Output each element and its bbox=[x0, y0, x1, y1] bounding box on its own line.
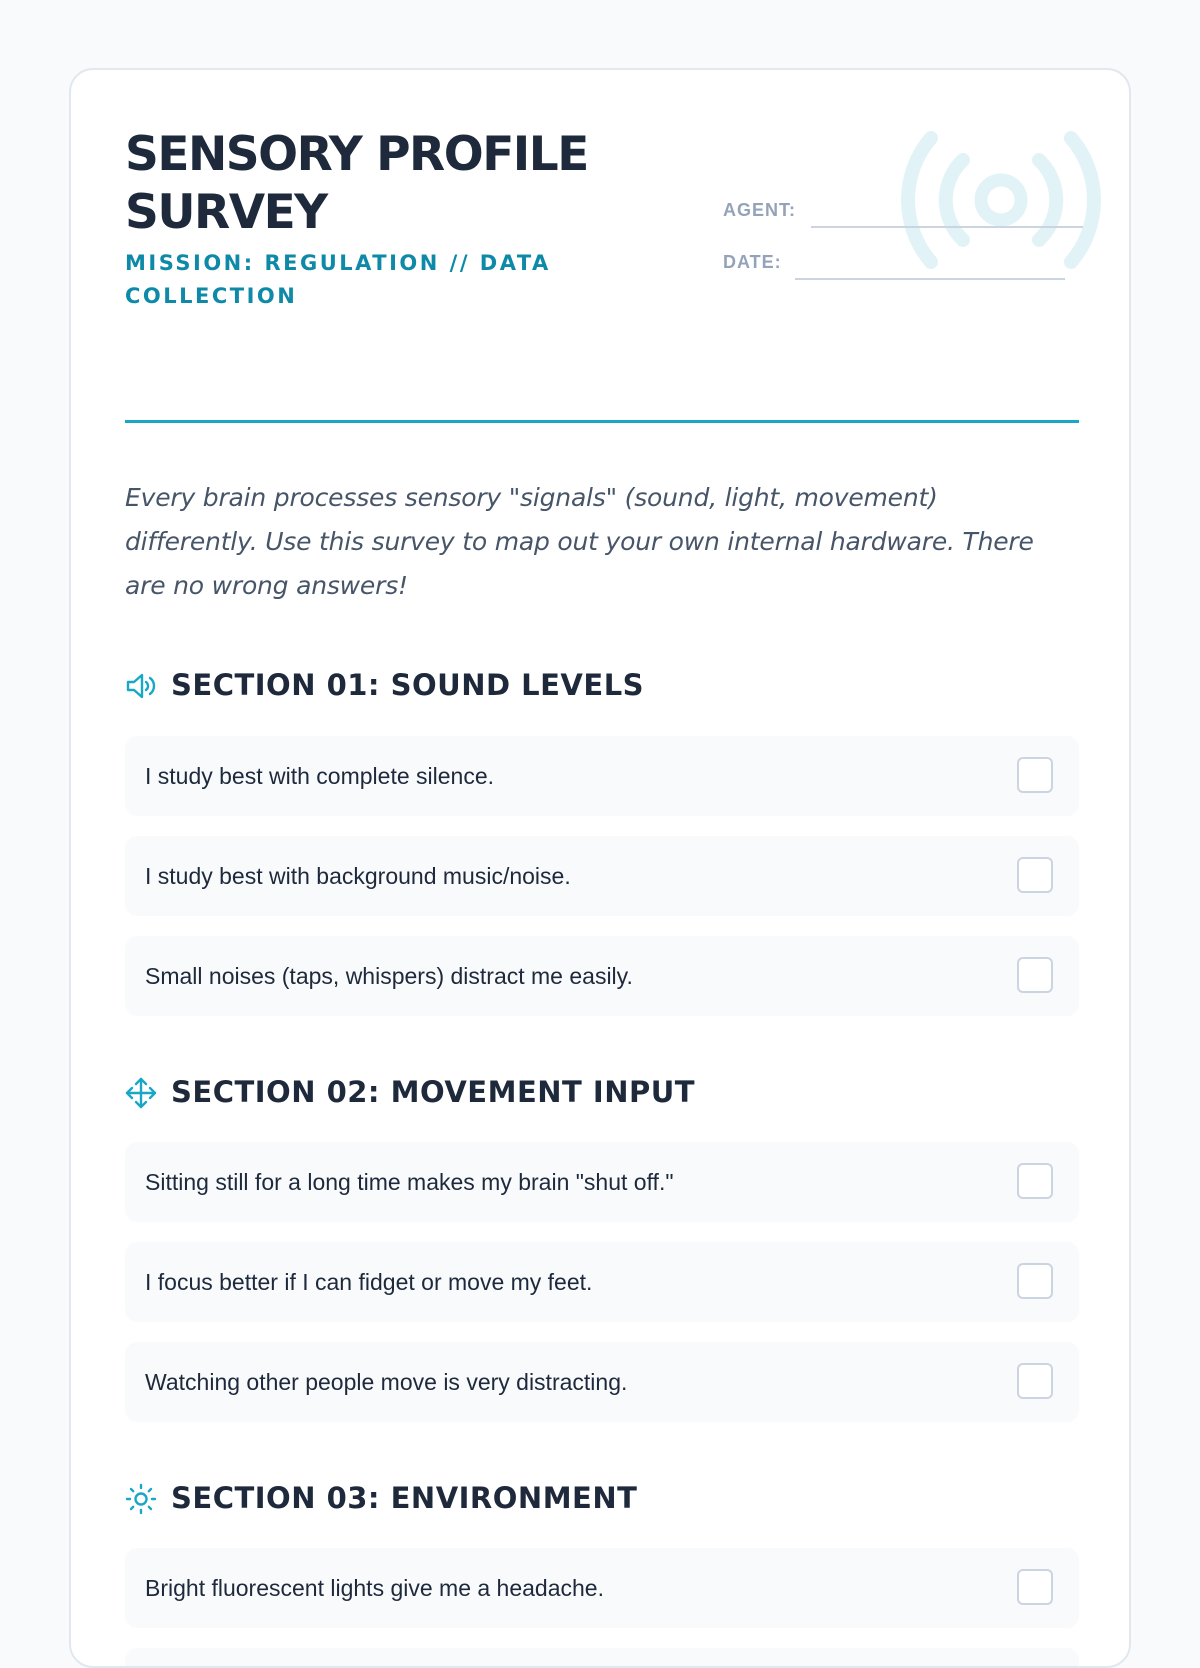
section-movement-input bbox=[125, 1071, 1079, 1111]
date-field[interactable] bbox=[723, 250, 1083, 280]
survey-item[interactable] bbox=[125, 1342, 1079, 1422]
header-divider bbox=[125, 420, 1079, 423]
survey-item-text: I study best with complete silence. bbox=[145, 763, 494, 789]
section-title: SECTION 03: ENVIRONMENT bbox=[171, 1481, 638, 1515]
survey-checkbox[interactable] bbox=[1017, 757, 1053, 793]
survey-item-text: Small noises (taps, whispers) distract me easily. bbox=[145, 963, 633, 989]
mission-subtitle: MISSION: REGULATION // DATA COLLECTION bbox=[125, 251, 551, 308]
survey-checkbox[interactable] bbox=[1017, 1263, 1053, 1299]
sun-icon bbox=[125, 1483, 157, 1515]
survey-item[interactable] bbox=[125, 836, 1079, 916]
survey-item-text: Watching other people move is very distracting. bbox=[145, 1369, 628, 1395]
survey-item[interactable] bbox=[125, 736, 1079, 816]
survey-checkbox[interactable] bbox=[1017, 1363, 1053, 1399]
survey-item[interactable] bbox=[125, 936, 1079, 1016]
section-title: SECTION 01: SOUND LEVELS bbox=[171, 668, 645, 702]
move-arrows-icon bbox=[125, 1077, 157, 1109]
survey-item[interactable] bbox=[125, 1548, 1079, 1628]
survey-checkbox[interactable] bbox=[1017, 1163, 1053, 1199]
date-label: DATE: bbox=[723, 252, 782, 272]
section-environment bbox=[125, 1477, 1079, 1517]
survey-item[interactable] bbox=[125, 1242, 1079, 1322]
survey-item-text: Bright fluorescent lights give me a headache. bbox=[145, 1575, 604, 1601]
survey-checkbox[interactable] bbox=[1017, 857, 1053, 893]
agent-input-line[interactable] bbox=[811, 226, 1083, 228]
survey-card bbox=[69, 68, 1131, 1668]
section-sound-levels bbox=[125, 664, 1079, 704]
intro-text: Every brain processes sensory "signals" (sound, light, movement) differently. Use this survey to map out your own internal hardware. There are no wrong answers! bbox=[125, 483, 1034, 600]
survey-item-text: Sitting still for a long time makes my brain "shut off." bbox=[145, 1169, 674, 1195]
page-title: SENSORY PROFILE SURVEY bbox=[125, 127, 588, 240]
survey-item[interactable] bbox=[125, 1648, 1079, 1668]
survey-item[interactable] bbox=[125, 1142, 1079, 1222]
survey-item-text: I focus better if I can fidget or move my feet. bbox=[145, 1269, 593, 1295]
agent-field[interactable] bbox=[723, 198, 1083, 228]
speaker-icon bbox=[125, 670, 157, 702]
survey-checkbox[interactable] bbox=[1017, 957, 1053, 993]
agent-label: AGENT: bbox=[723, 200, 796, 220]
date-input-line[interactable] bbox=[795, 278, 1065, 280]
survey-item-text: I study best with background music/noise. bbox=[145, 863, 571, 889]
section-title: SECTION 02: MOVEMENT INPUT bbox=[171, 1075, 696, 1109]
